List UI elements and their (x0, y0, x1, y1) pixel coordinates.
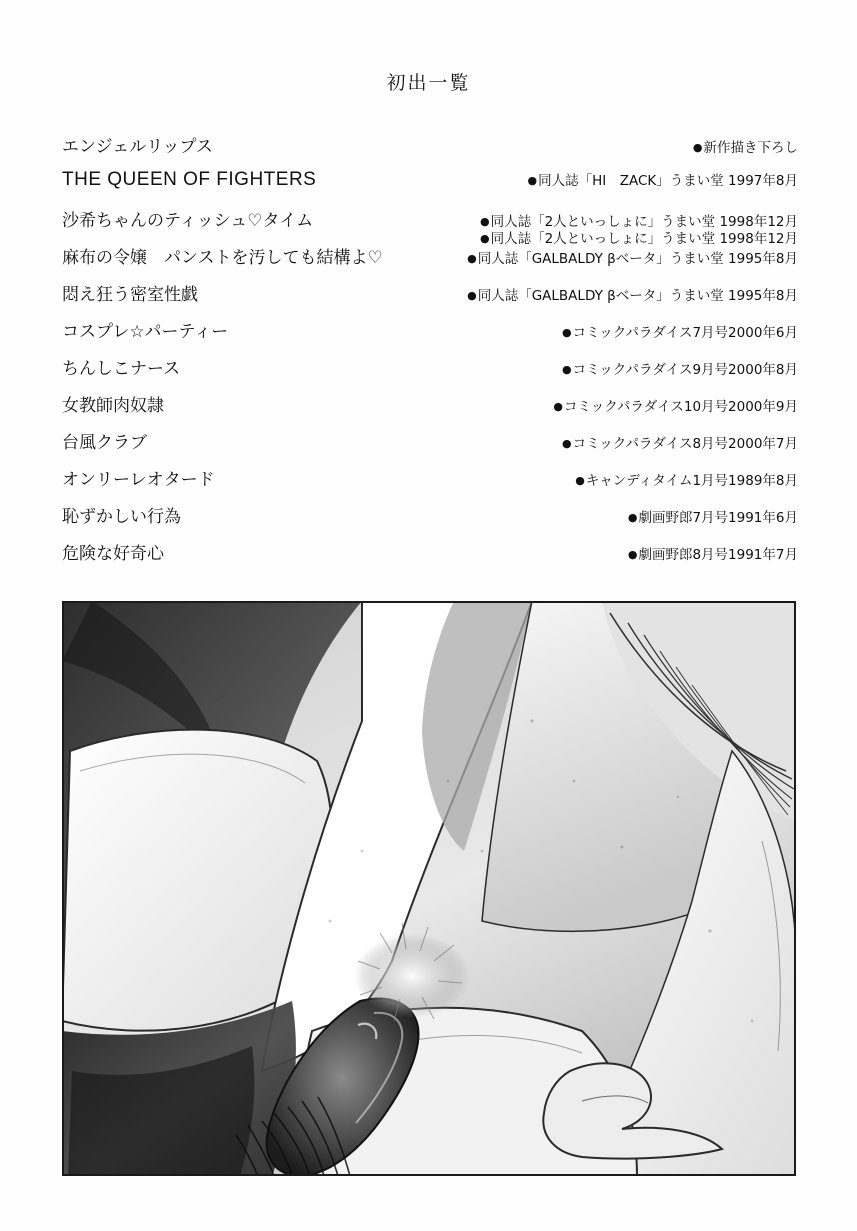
toc-row (62, 428, 798, 465)
toc-source-text: コミックパラダイス9月号2000年8月 (572, 362, 798, 378)
illustration-graphic (62, 601, 796, 1176)
toc-row (62, 243, 798, 280)
bullet-icon: ● (479, 215, 490, 228)
page-title: 初出一覧 (386, 72, 471, 94)
toc-row (62, 280, 798, 317)
bullet-icon: ● (553, 400, 563, 413)
toc-source (562, 358, 798, 378)
bullet-icon: ● (627, 511, 638, 524)
toc-title: エンジェルリップス (62, 137, 213, 157)
toc-title: ちんしこナース (62, 359, 181, 379)
toc-title: コスプレ☆パーティー (62, 322, 229, 342)
toc-row (62, 502, 798, 539)
toc-source (467, 284, 798, 304)
toc-row (62, 391, 798, 428)
toc-source-text: 同人誌「2人といっしょに」うまい堂 1998年12月 (490, 230, 798, 247)
toc-source-text: コミックパラダイス7月号2000年6月 (572, 325, 798, 341)
toc-source (693, 136, 798, 156)
manga-illustration (62, 601, 796, 1176)
bullet-icon: ● (627, 548, 638, 561)
toc-title: 沙希ちゃんのティッシュ♡タイム (62, 211, 314, 231)
toc-source (575, 469, 798, 489)
toc-source (562, 321, 798, 341)
bullet-icon: ● (692, 141, 703, 154)
toc-title: 台風クラブ (62, 433, 147, 453)
bullet-icon: ● (575, 474, 585, 487)
toc-source (467, 247, 798, 267)
bullet-icon: ● (527, 174, 538, 187)
toc-source-line (480, 231, 798, 248)
bullet-icon: ● (561, 363, 572, 376)
bullet-icon: ● (467, 289, 477, 302)
toc-source-text: 劇画野郎8月号1991年7月 (638, 547, 798, 563)
toc-title: 女教師肉奴隷 (62, 396, 164, 416)
toc-source-text: キャンディタイム1月号1989年8月 (585, 473, 798, 489)
bullet-icon: ● (479, 231, 490, 245)
toc-source-text: 同人誌「HI ZACK」うまい堂 1997年8月 (538, 173, 798, 189)
toc-source-text: 同人誌「GALBALDY βベータ」うまい堂 1995年8月 (477, 251, 798, 267)
bullet-icon: ● (467, 252, 477, 265)
toc-source-text: コミックパラダイス8月号2000年7月 (572, 436, 798, 452)
toc-source-line (480, 214, 798, 231)
bullet-icon: ● (561, 326, 572, 339)
table-of-contents (62, 132, 798, 576)
toc-source-text: 同人誌「GALBALDY βベータ」うまい堂 1995年8月 (477, 288, 798, 304)
toc-source (628, 543, 798, 563)
toc-title: 危険な好奇心 (62, 544, 164, 564)
toc-source (527, 169, 798, 189)
toc-row (62, 465, 798, 502)
toc-source-text: コミックパラダイス10月号2000年9月 (563, 399, 798, 415)
toc-title: オンリーレオタード (62, 470, 215, 490)
bullet-icon: ● (561, 437, 572, 450)
toc-row (62, 206, 798, 247)
toc-source-text: 同人誌「2人といっしょに」うまい堂 1998年12月 (490, 214, 798, 230)
toc-source (480, 214, 798, 248)
toc-row (62, 354, 798, 391)
toc-source (562, 432, 798, 452)
toc-source (628, 506, 798, 526)
toc-row (62, 169, 798, 206)
toc-title: THE QUEEN OF FIGHTERS (62, 169, 317, 190)
toc-title: 悶え狂う密室性戯 (62, 285, 198, 305)
toc-title: 恥ずかしい行為 (62, 507, 181, 527)
toc-row (62, 317, 798, 354)
toc-row (62, 132, 798, 169)
toc-row (62, 539, 798, 576)
toc-source-text: 新作描き下ろし (703, 140, 798, 156)
toc-source (553, 395, 798, 415)
toc-source-text: 劇画野郎7月号1991年6月 (638, 510, 798, 526)
toc-title: 麻布の令嬢 パンストを汚しても結構よ♡ (62, 248, 383, 268)
